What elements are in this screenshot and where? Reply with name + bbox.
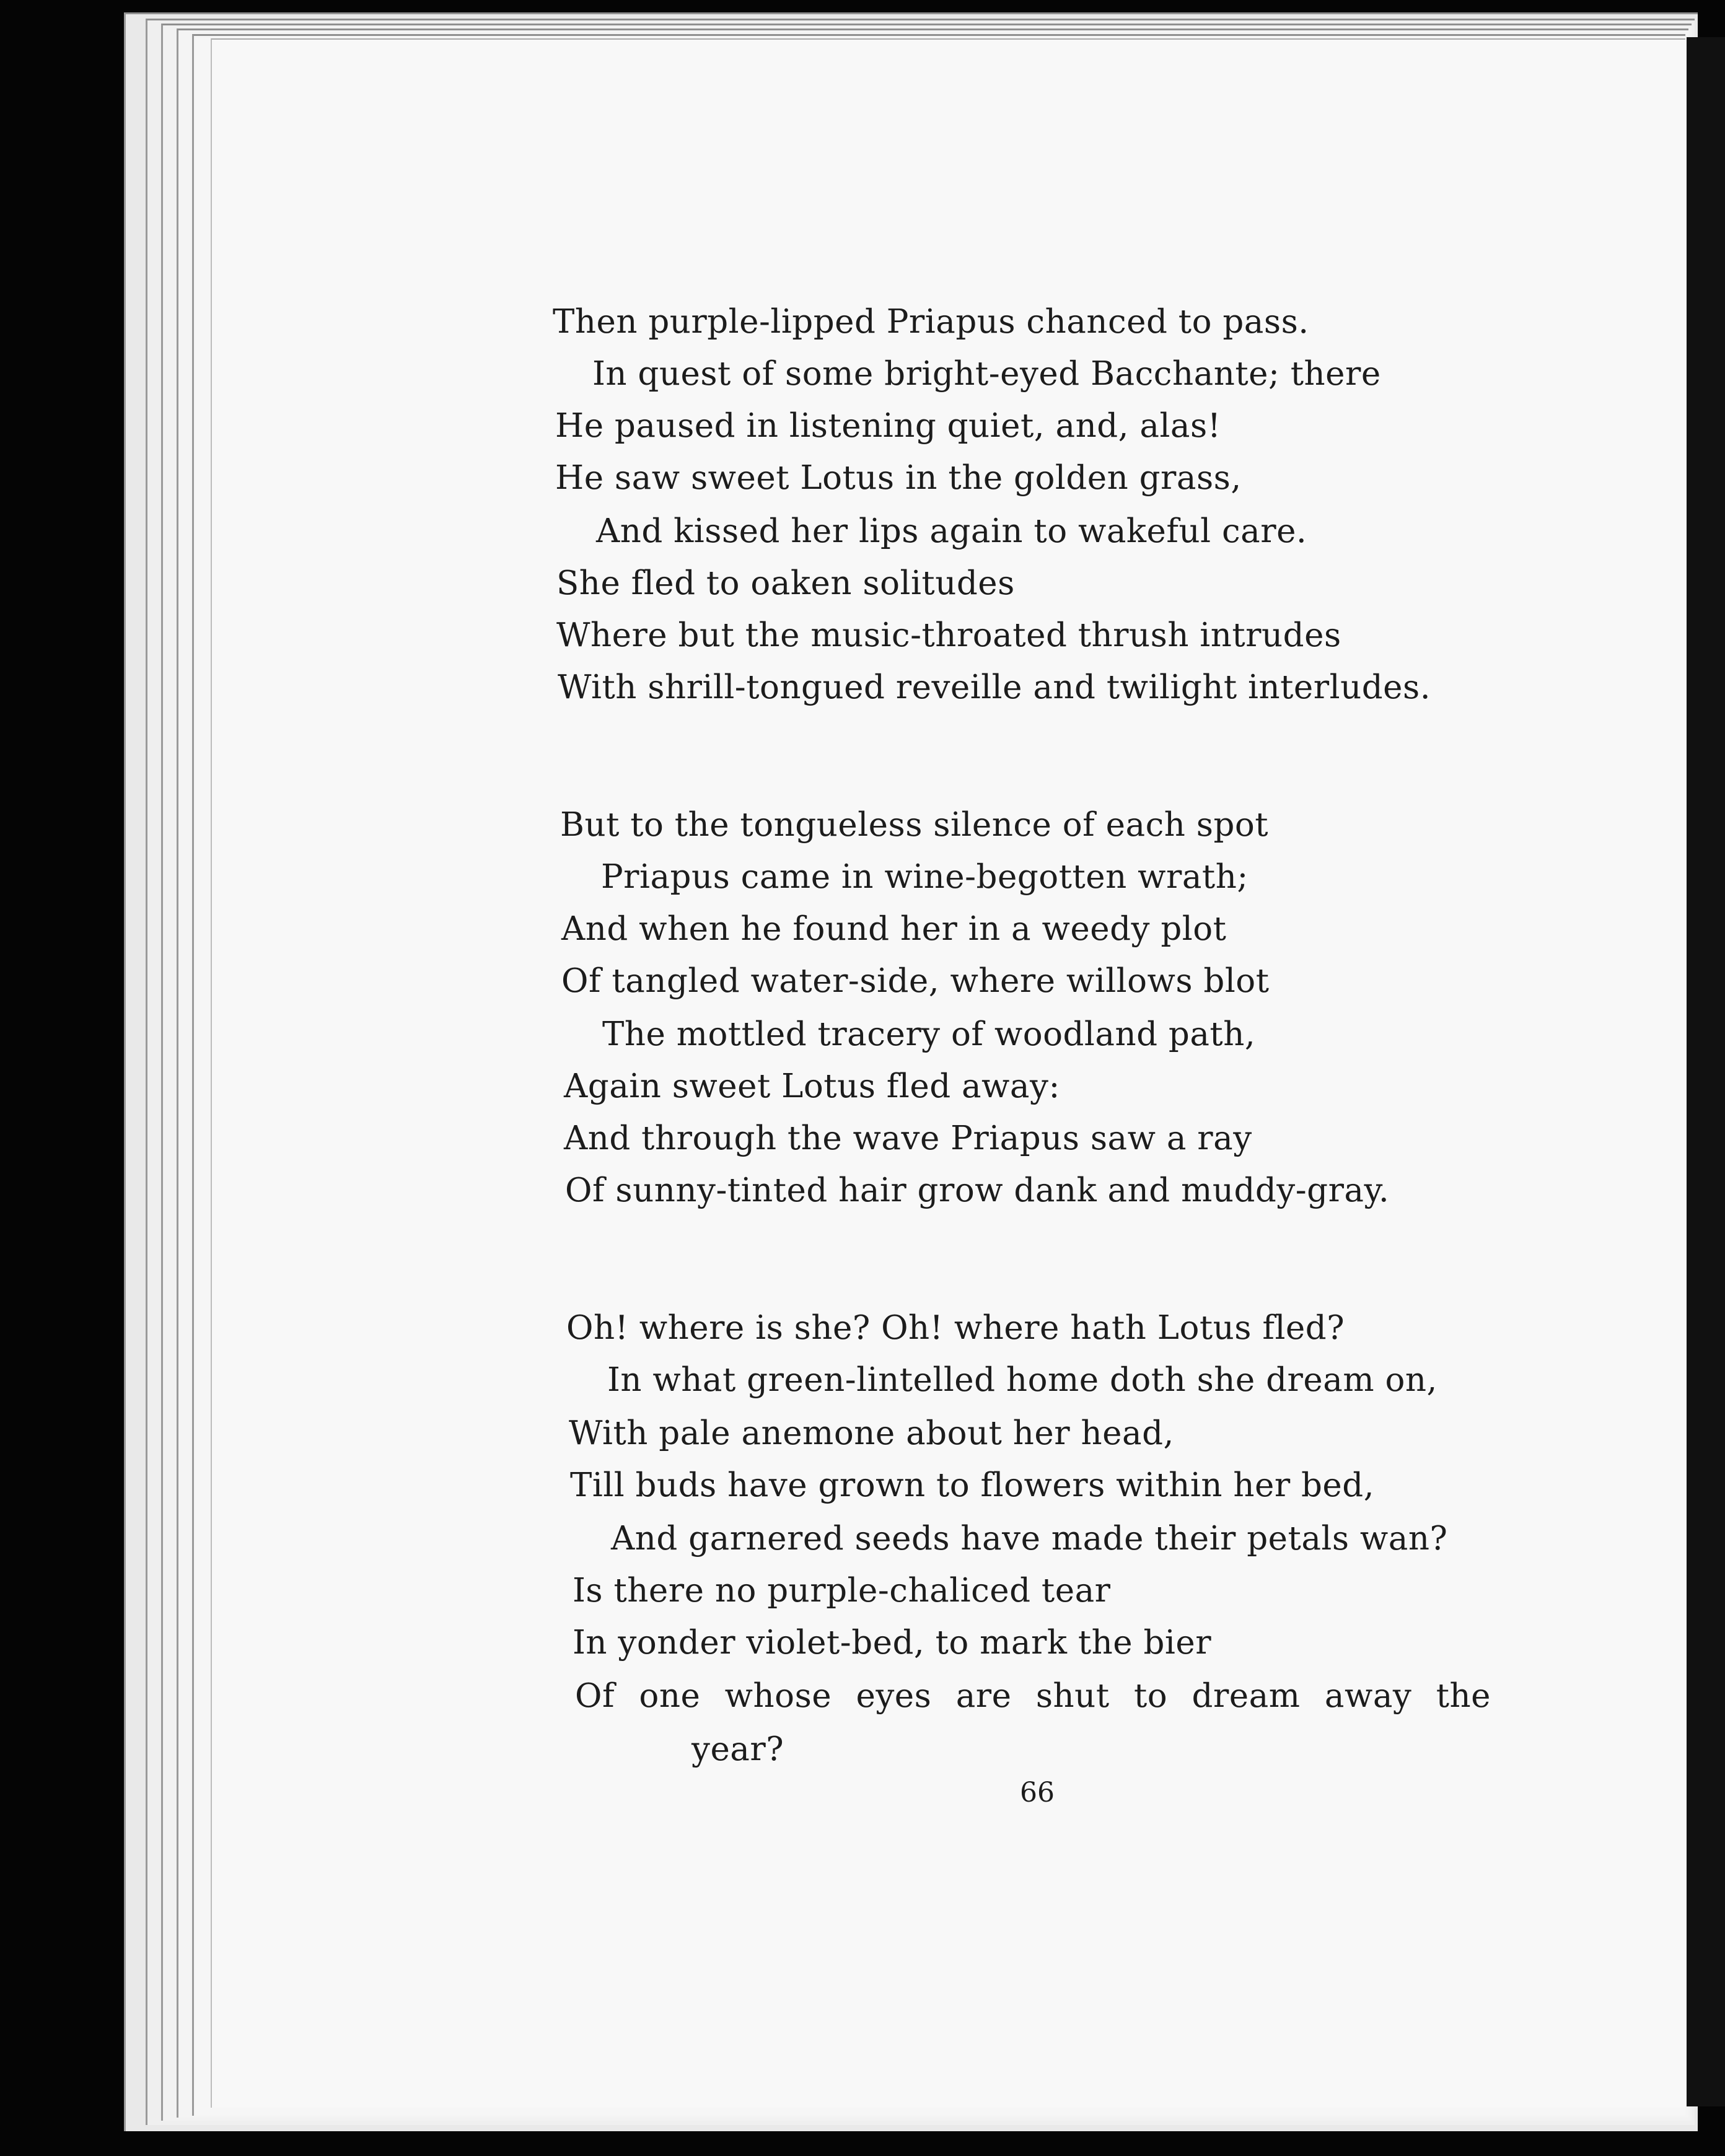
poem-line: And kissed her lips again to wakeful care. (596, 512, 1307, 550)
poem-line: And garnered seeds have made their petals wan? (611, 1520, 1448, 1558)
poem-line: He paused in listening quiet, and, alas! (555, 407, 1221, 445)
poem-line: Is there no purple-chaliced tear (573, 1572, 1111, 1610)
poem-line: Oh! where is she? Oh! where hath Lotus fled? (566, 1309, 1345, 1347)
poem-line: Till buds have grown to flowers within her bed, (570, 1466, 1375, 1504)
poem-line: Priapus came in wine-begotten wrath; (601, 858, 1249, 896)
poem-line: And when he found her in a weedy plot (561, 910, 1227, 948)
poem-line: In what green-lintelled home doth she dream on, (607, 1361, 1438, 1399)
poem-line: Of sunny-tinted hair grow dank and muddy-gray. (565, 1172, 1390, 1209)
poem-line: But to the tongueless silence of each spot (560, 806, 1269, 844)
poem-line: Then purple-lipped Priapus chanced to pass. (553, 303, 1309, 341)
poem-line: He saw sweet Lotus in the golden grass, (555, 459, 1242, 497)
poem-line: In yonder violet-bed, to mark the bier (573, 1624, 1212, 1662)
poem-line: In quest of some bright-eyed Bacchante; there (592, 355, 1381, 393)
poem-line: year? (691, 1730, 784, 1768)
poem-line: The mottled tracery of woodland path, (602, 1015, 1256, 1053)
page-number: 66 (1020, 1777, 1055, 1808)
poem-line: Of one whose eyes are shut to dream away the (575, 1677, 1491, 1715)
poem-line: And through the wave Priapus saw a ray (564, 1120, 1252, 1157)
poem-line: With pale anemone about her head, (569, 1414, 1174, 1452)
poem-line: She fled to oaken solitudes (556, 564, 1015, 602)
poem-line: Of tangled water-side, where willows blot (561, 962, 1270, 1000)
poem-line: Where but the music-throated thrush intrudes (556, 616, 1341, 654)
poem-line: Again sweet Lotus fled away: (564, 1067, 1060, 1105)
poem-line: With shrill-tongued reveille and twilight interludes. (558, 668, 1431, 706)
